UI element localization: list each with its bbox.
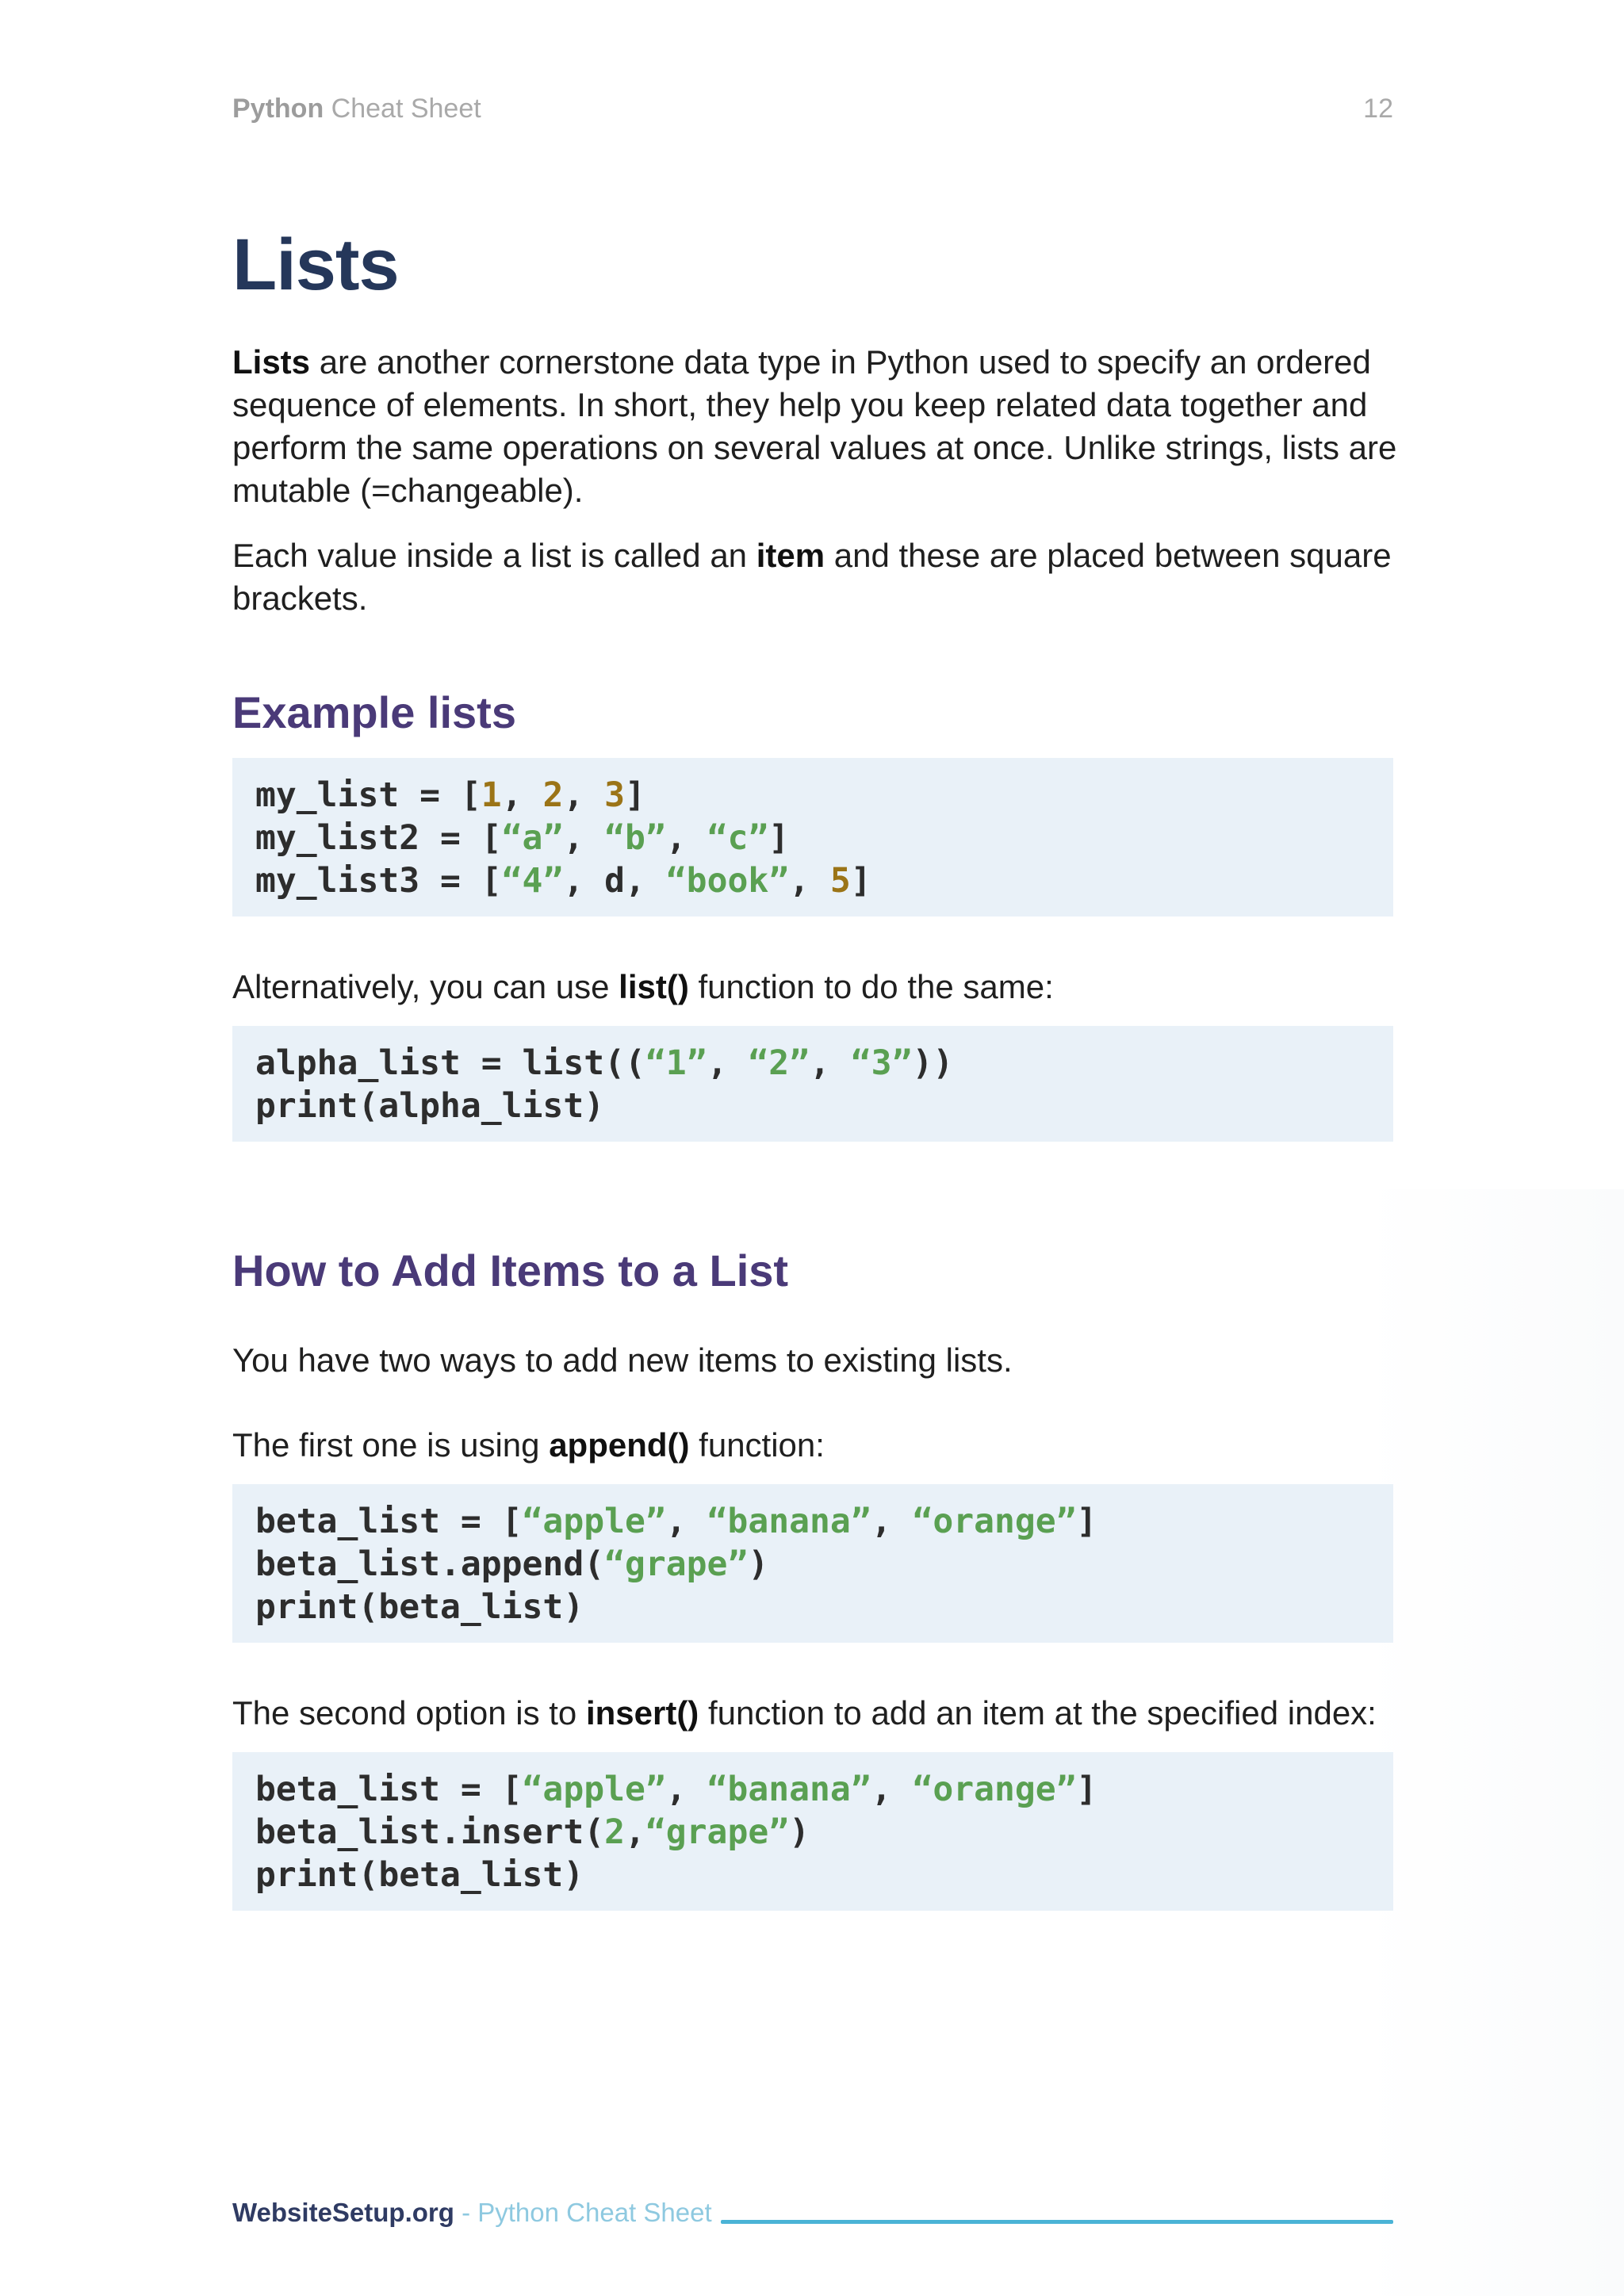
add-items-paragraph-2 bbox=[232, 1424, 1398, 1467]
alternative-paragraph bbox=[232, 966, 1398, 1008]
intro-bold: Lists bbox=[232, 343, 311, 381]
add-items-paragraph-3 bbox=[232, 1692, 1398, 1735]
code-line: my_list2 = [“a”, “b”, “c”] bbox=[255, 818, 790, 858]
page-footer bbox=[232, 2198, 1393, 2237]
code-line: beta_list = [“apple”, “banana”, “orange”] bbox=[255, 1770, 1097, 1809]
alt-pre: Alternatively, you can use bbox=[232, 968, 619, 1005]
footer-rule bbox=[721, 2220, 1393, 2224]
footer-subtitle: - Python Cheat Sheet bbox=[454, 2198, 712, 2227]
code-block-example-lists bbox=[232, 758, 1393, 916]
p2-post: function: bbox=[689, 1426, 825, 1464]
p3-post: function to add an item at the specified index: bbox=[699, 1694, 1377, 1732]
intro2-bold: item bbox=[756, 537, 825, 574]
code-line: beta_list.insert(2,“grape”) bbox=[255, 1812, 810, 1852]
alt-post: function to do the same: bbox=[688, 968, 1054, 1005]
code-line: alpha_list = list((“1”, “2”, “3”)) bbox=[255, 1043, 954, 1083]
intro-paragraph-1 bbox=[232, 341, 1398, 512]
p2-bold: append() bbox=[549, 1426, 690, 1464]
header-title-rest: Cheat Sheet bbox=[324, 94, 481, 124]
intro-paragraph-2 bbox=[232, 534, 1398, 620]
code-line: my_list = [1, 2, 3] bbox=[255, 775, 645, 815]
code-line: print(alpha_list) bbox=[255, 1086, 605, 1126]
page-title: Lists bbox=[232, 224, 399, 305]
header-title bbox=[232, 94, 481, 124]
p2-pre: The first one is using bbox=[232, 1426, 550, 1464]
footer-brand bbox=[232, 2198, 712, 2228]
section-heading-example-lists: Example lists bbox=[232, 687, 516, 737]
code-line: beta_list = [“apple”, “banana”, “orange”] bbox=[255, 1502, 1097, 1541]
header-title-strong: Python bbox=[232, 94, 324, 124]
code-block-list-function bbox=[232, 1026, 1393, 1142]
intro2-post: and these are placed between square brackets. bbox=[232, 537, 1392, 617]
code-line: print(beta_list) bbox=[255, 1587, 584, 1627]
code-block-insert bbox=[232, 1752, 1393, 1911]
page-header bbox=[232, 94, 1393, 133]
p3-bold: insert() bbox=[585, 1694, 699, 1732]
p3-pre: The second option is to bbox=[232, 1694, 586, 1732]
footer-brand-name: WebsiteSetup.org bbox=[232, 2198, 454, 2227]
page-shade bbox=[1364, 1189, 1624, 2296]
page-number: 12 bbox=[1363, 94, 1393, 124]
code-line: beta_list.append(“grape”) bbox=[255, 1544, 769, 1584]
code-block-append bbox=[232, 1484, 1393, 1643]
code-line: print(beta_list) bbox=[255, 1855, 584, 1895]
code-line: my_list3 = [“4”, d, “book”, 5] bbox=[255, 861, 871, 901]
alt-bold: list() bbox=[619, 968, 689, 1005]
add-items-paragraph-1: You have two ways to add new items to existing lists. bbox=[232, 1341, 1013, 1379]
section-heading-add-items: How to Add Items to a List bbox=[232, 1246, 789, 1295]
intro-text: are another cornerstone data type in Python used to specify an ordered sequence of elements. In short, they help you keep related data together and perform the same operations on several values at once. Unlike strings, lists are mutable (=changeable). bbox=[232, 343, 1397, 509]
intro2-pre: Each value inside a list is called an bbox=[232, 537, 756, 574]
